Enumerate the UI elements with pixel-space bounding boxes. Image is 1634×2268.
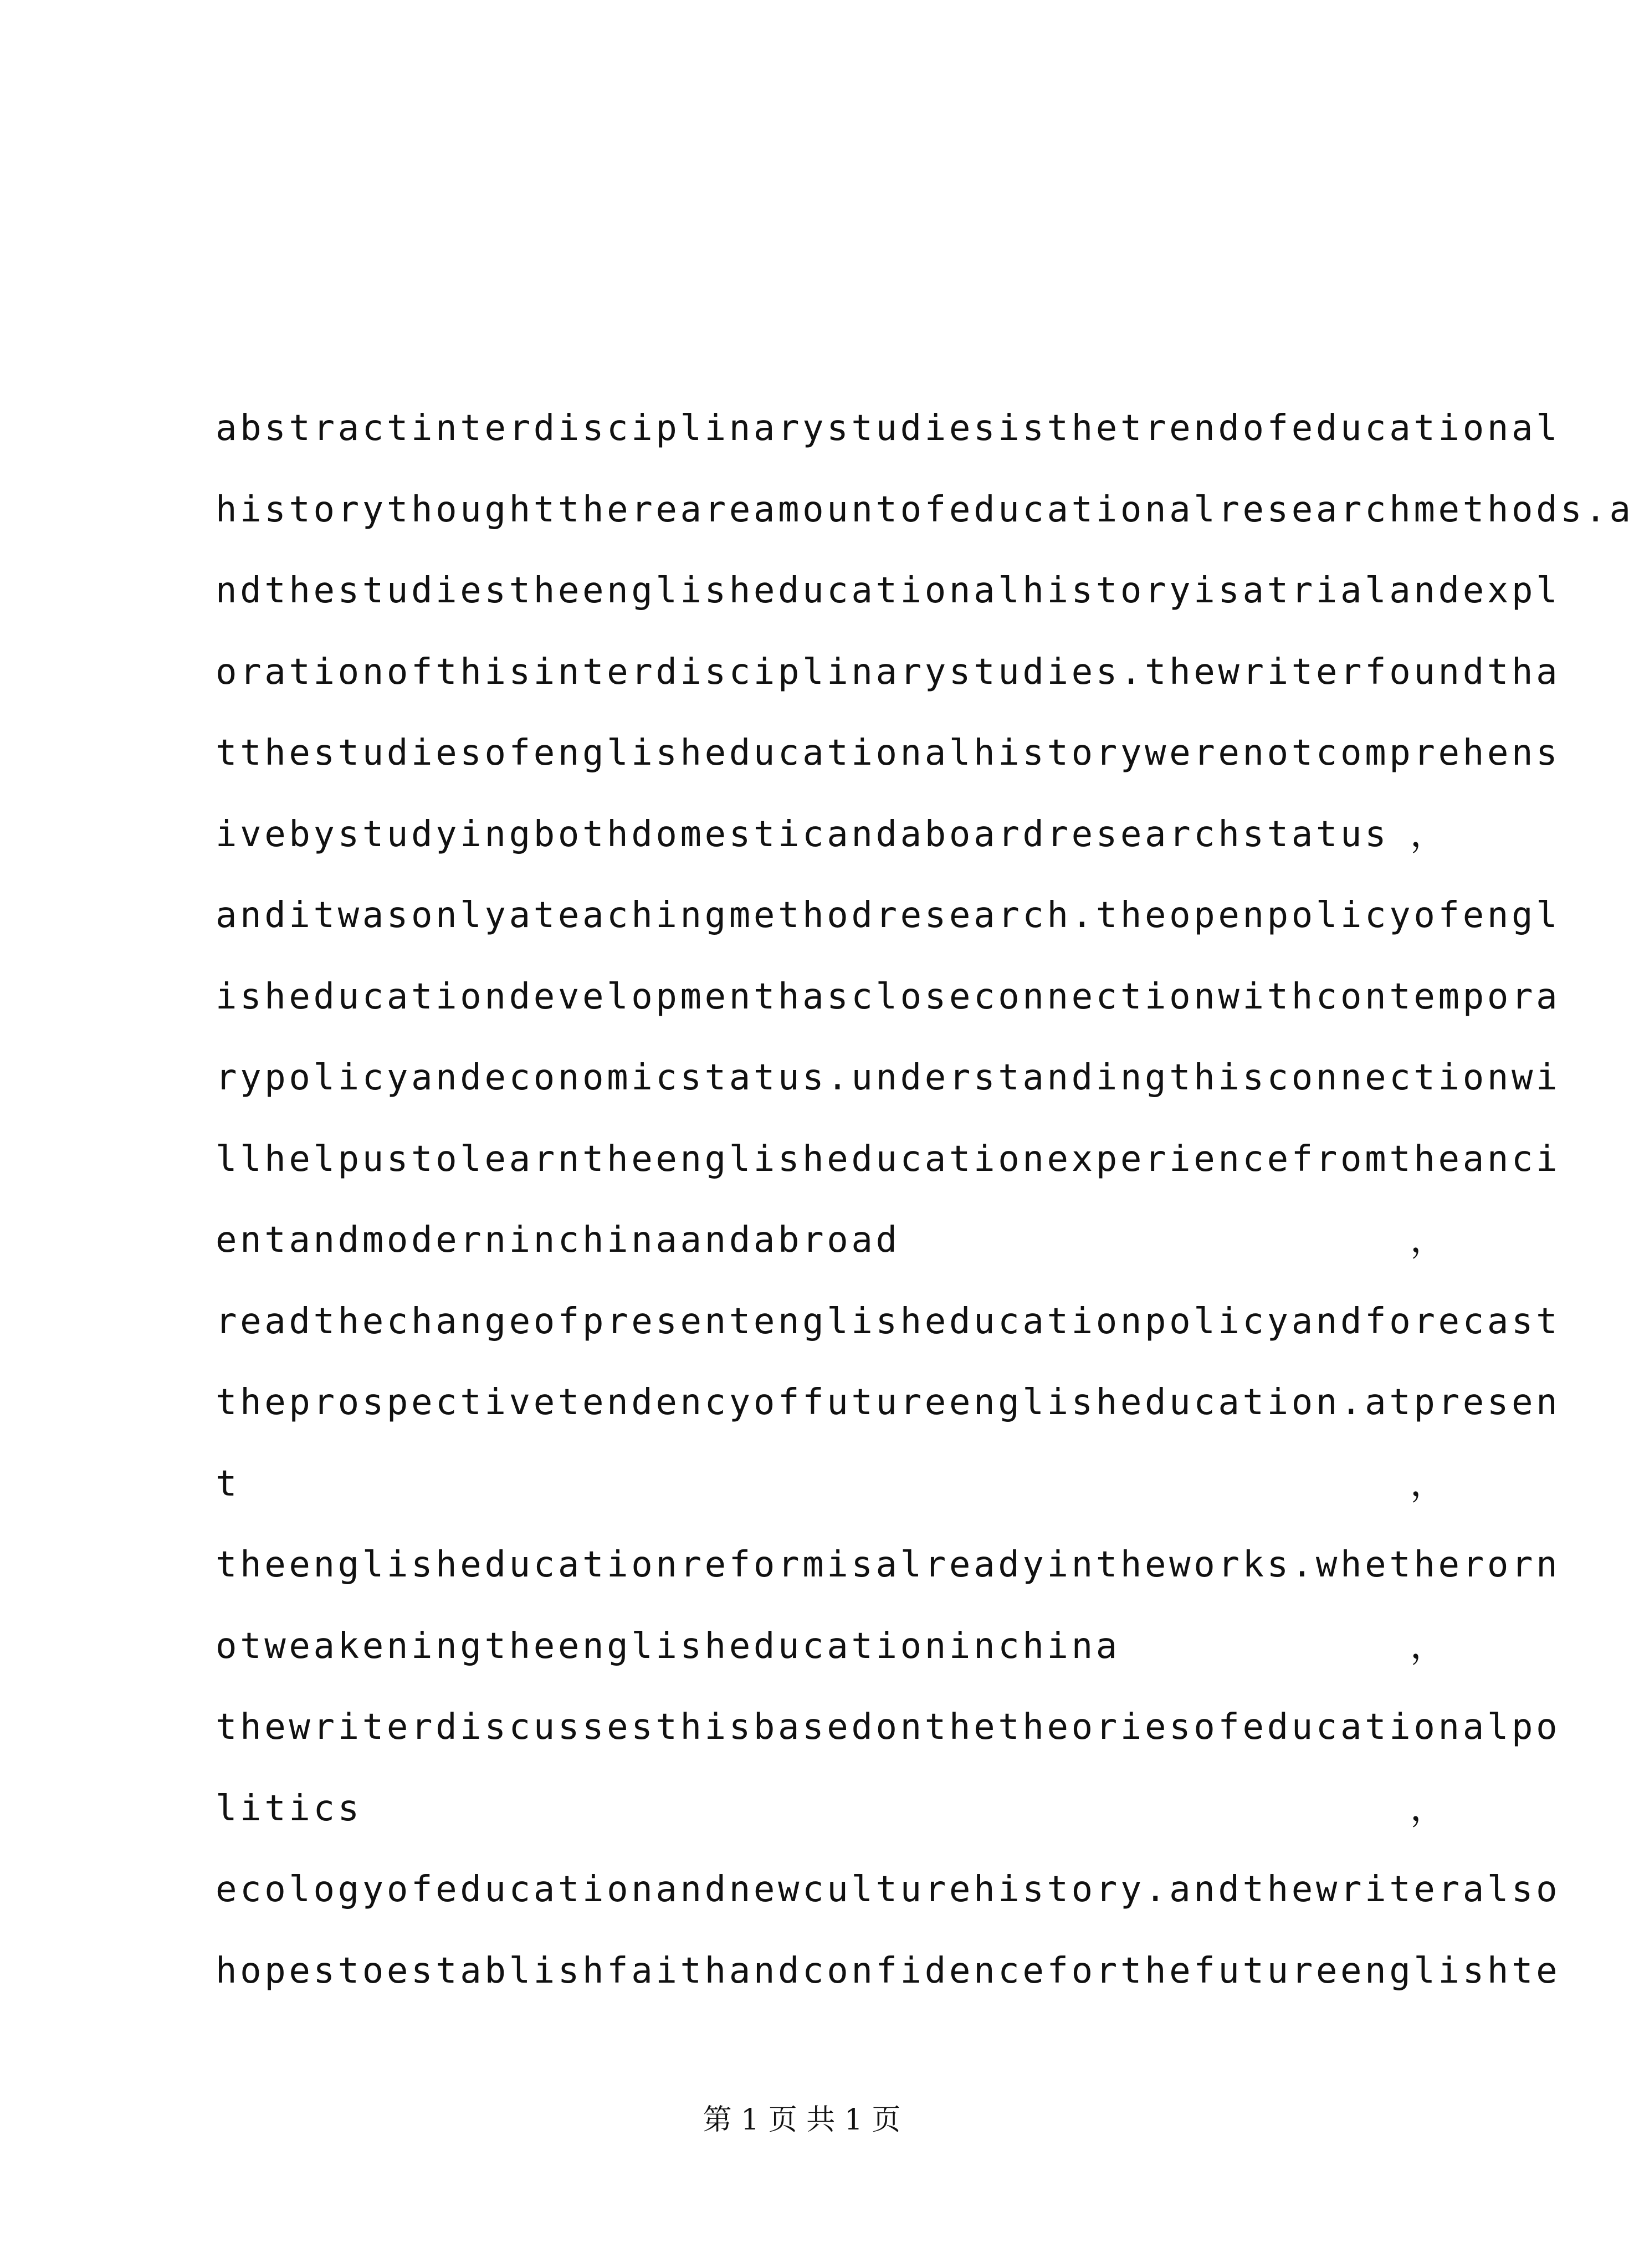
text-line [216,1687,1561,1768]
text-line-punctuation: ， [1410,813,1446,855]
abstract-body [216,388,1634,2011]
text-line-content: ivebystudyingbothdomesticandaboardresearchstatus [216,813,1390,855]
text-line [216,1768,1457,1850]
page-footer: 第 1 页 共 1 页 [703,2103,901,2137]
text-line-content: isheducationdevelopmenthascloseconnectionwithcontempora [216,976,1561,1017]
text-line [216,1443,1457,1525]
text-line-content: entandmoderninchinaandabroad [216,1220,900,1261]
text-line [216,1606,1457,1687]
text-line-content: hopestoestablishfaithandconfidenceforthefutureenglishte [216,1950,1561,1991]
text-line [216,1037,1561,1119]
text-line-punctuation: ， [1410,1220,1446,1261]
text-line [216,1524,1561,1606]
text-line [216,1362,1561,1443]
text-line-content: tthestudiesofenglisheducationalhistorywerenotcomprehens [216,733,1561,774]
text-line-content: llhelpustolearntheenglisheducationexperiencefromtheanci [216,1138,1561,1180]
text-line [216,550,1561,632]
text-line [216,713,1561,794]
text-line [216,1849,1561,1931]
text-line [216,469,1634,551]
text-line-content: orationofthisinterdisciplinarystudies.thewriterfoundtha [216,651,1561,693]
text-line-punctuation: ， [1410,1625,1446,1667]
text-line [216,1281,1561,1363]
text-line [216,388,1561,469]
text-line-content: thewriterdiscussesthisbasedonthetheoriesofeducationalpo [216,1707,1561,1748]
text-line-content: otweakeningtheenglisheducationinchina [216,1625,1120,1667]
text-line [216,1931,1561,2012]
text-line-content: theprospectivetendencyoffutureenglisheducation.atpresen [216,1382,1561,1423]
text-line-content: abstractinterdisciplinarystudiesisthetrendofeducational [216,408,1561,449]
text-line [216,1200,1457,1281]
text-line [216,1119,1561,1200]
text-line-content: historythoughtthereareamountofeducationalresearchmethods.a [216,489,1634,530]
text-line-content: theenglisheducationreformisalreadyintheworks.whetherorn [216,1544,1561,1585]
text-line-content: t [216,1463,240,1504]
text-line-content: ecologyofeducationandnewculturehistory.andthewriteralso [216,1869,1561,1910]
text-line-punctuation: ， [1410,1463,1446,1504]
text-line [216,632,1561,713]
text-line-content: anditwasonlyateachingmethodresearch.theopenpolicyofengl [216,895,1561,936]
text-line-content: readthechangeofpresentenglisheducationpolicyandforecast [216,1301,1561,1342]
text-line-punctuation: ， [1410,1788,1446,1829]
text-line-content: litics [216,1788,362,1829]
text-line-content: rypolicyandeconomicstatus.understandingthisconnectionwi [216,1057,1561,1098]
text-line [216,875,1561,956]
text-line [216,956,1561,1038]
text-line [216,794,1457,876]
text-line-content: ndthestudiestheenglisheducationalhistoryisatrialandexpl [216,570,1561,611]
